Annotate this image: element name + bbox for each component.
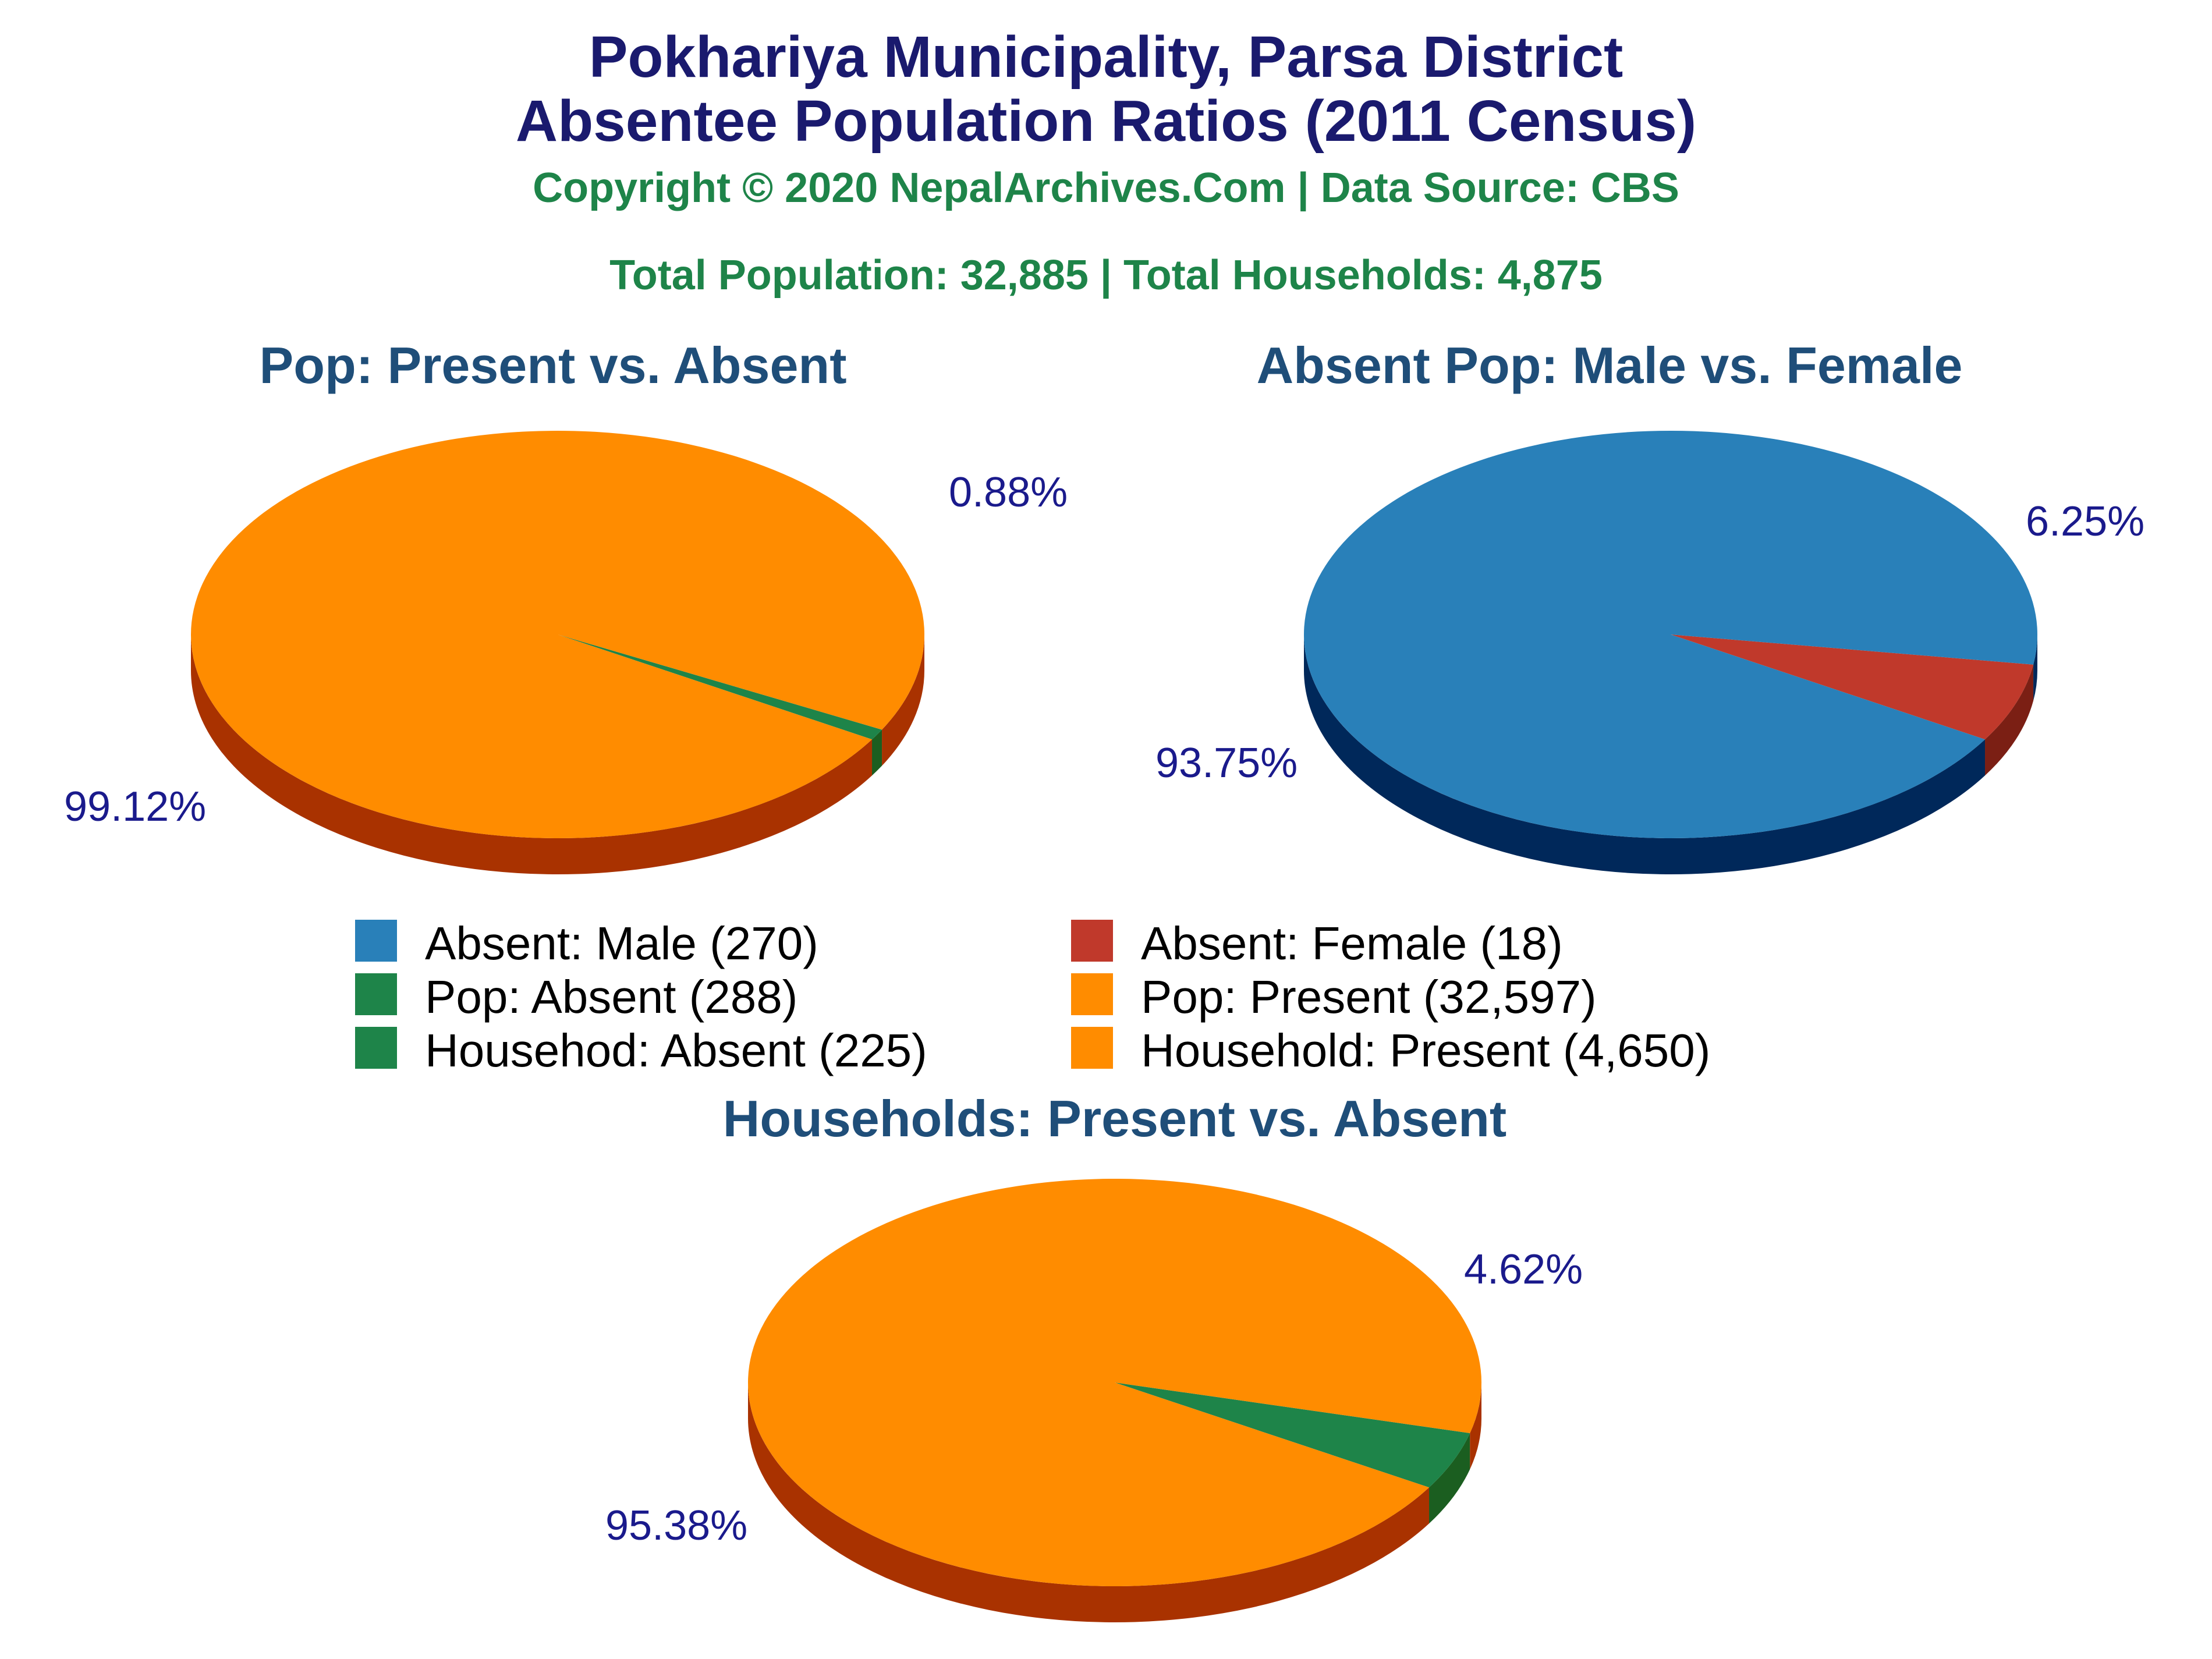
legend-label-pop-present: Pop: Present (32,597) bbox=[1141, 971, 1597, 1023]
legend-label-household-present: Household: Present (4,650) bbox=[1141, 1025, 1711, 1076]
pie-chart-pop-present-absent bbox=[64, 431, 1068, 874]
pie2-percent-label-1: 93.75% bbox=[1155, 740, 1298, 786]
chart-title-line1: Pokhariya Municipality, Parsa District bbox=[589, 24, 1623, 90]
pie2-percent-label-0: 6.25% bbox=[2026, 498, 2145, 545]
pie3-title: Households: Present vs. Absent bbox=[722, 1090, 1507, 1147]
pie3-slice-1 bbox=[748, 1179, 1481, 1586]
chart-title-line2: Absentee Population Ratios (2011 Census) bbox=[515, 88, 1697, 154]
pie1-percent-label-1: 99.12% bbox=[64, 784, 207, 830]
pie1-percent-label-0: 0.88% bbox=[949, 469, 1068, 516]
pie2-title: Absent Pop: Male vs. Female bbox=[1256, 336, 1963, 394]
legend-swatch-absent-female bbox=[1071, 920, 1113, 962]
legend-swatch-household-absent bbox=[355, 1027, 397, 1069]
legend-swatch-pop-present bbox=[1071, 973, 1113, 1015]
legend-swatch-pop-absent bbox=[355, 973, 397, 1015]
legend-swatch-absent-male bbox=[355, 920, 397, 962]
copyright-text: Copyright © 2020 NepalArchives.Com | Data Source: CBS bbox=[533, 165, 1679, 211]
pie1-slice-1 bbox=[191, 431, 924, 838]
pie-chart-absent-male-female bbox=[1155, 431, 2144, 874]
legend-label-absent-female: Absent: Female (18) bbox=[1141, 917, 1563, 969]
pie1-title: Pop: Present vs. Absent bbox=[259, 336, 847, 394]
pie2-slice-1 bbox=[1304, 431, 2037, 838]
legend-label-household-absent: Househod: Absent (225) bbox=[425, 1025, 927, 1076]
legend bbox=[355, 917, 1710, 1076]
totals-text: Total Population: 32,885 | Total Households: 4,875 bbox=[609, 252, 1603, 299]
legend-swatch-household-present bbox=[1071, 1027, 1113, 1069]
legend-label-absent-male: Absent: Male (270) bbox=[425, 917, 818, 969]
pie-chart-households-present-absent bbox=[605, 1179, 1583, 1622]
pie3-percent-label-0: 4.62% bbox=[1464, 1246, 1583, 1293]
legend-label-pop-absent: Pop: Absent (288) bbox=[425, 971, 798, 1023]
pie3-percent-label-1: 95.38% bbox=[605, 1502, 748, 1549]
